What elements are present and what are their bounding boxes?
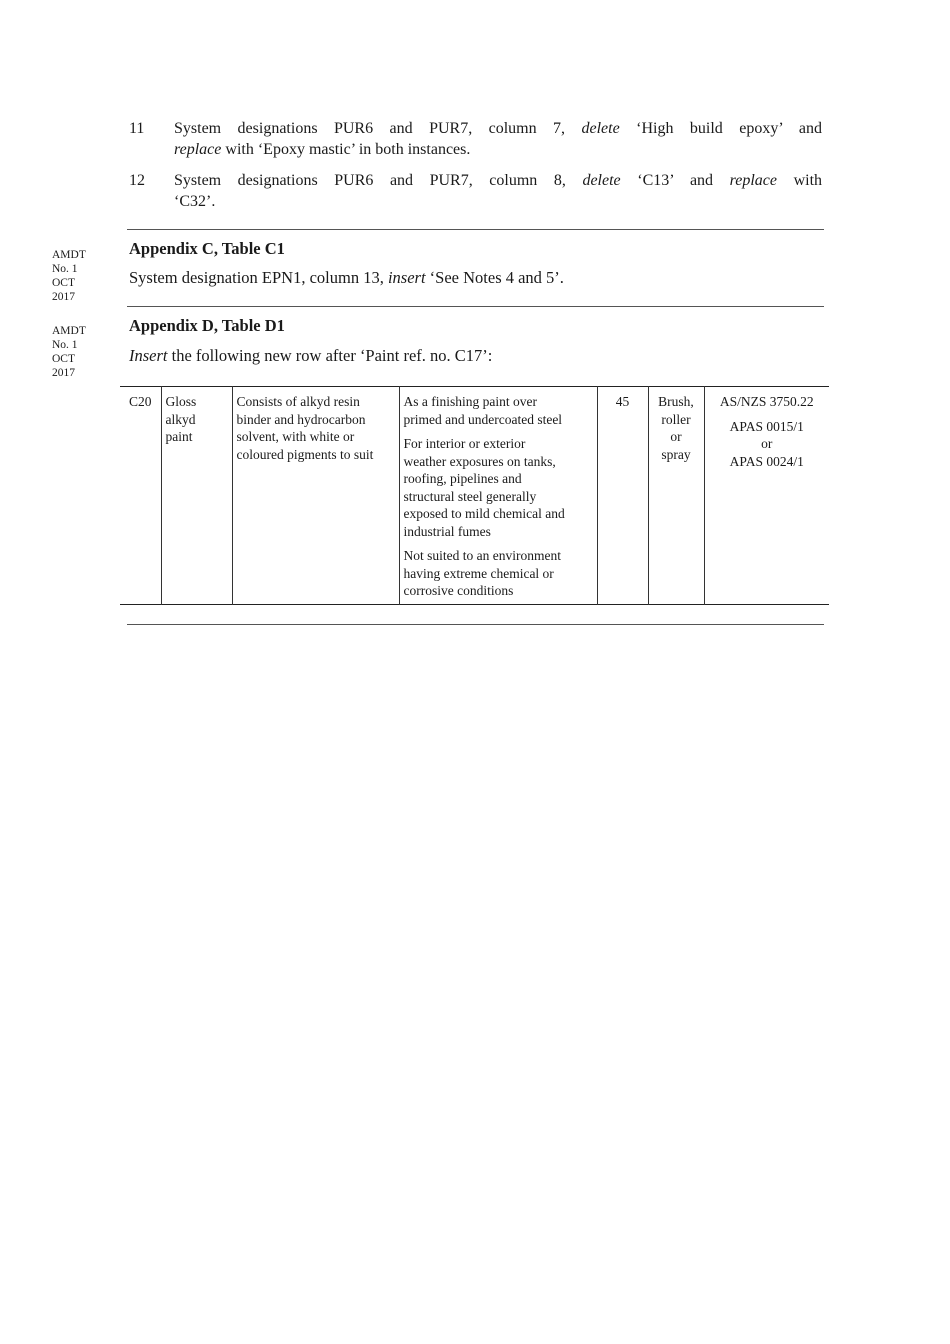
amendment-month: OCT — [52, 353, 75, 365]
use-line: Not suited to an environment — [403, 548, 561, 563]
amendment-label: AMDT — [52, 249, 86, 261]
amendment-year: 2017 — [52, 291, 75, 303]
description-line: solvent, with white or — [236, 429, 355, 444]
use-line: As a finishing paint over — [403, 394, 537, 409]
value: 45 — [615, 394, 630, 409]
amendment-label: AMDT — [52, 325, 86, 337]
appendix-c-heading: Appendix C, Table C1 — [129, 239, 285, 258]
text-fragment: System designations PUR6 and PUR7, column 8, — [174, 172, 566, 189]
text-fragment: ‘C32’. — [174, 193, 216, 210]
emphasis-delete: delete — [581, 120, 620, 137]
item-text — [174, 170, 822, 212]
use-line: primed and undercoated steel — [403, 411, 563, 427]
text-fragment: ‘See Notes 4 and 5’. — [429, 268, 564, 287]
section-divider — [127, 229, 824, 230]
item-text-line-2 — [174, 191, 822, 212]
cell-standards — [704, 387, 829, 605]
item-text-line-2 — [174, 139, 822, 160]
standard-line: APAS 0015/1 — [729, 418, 804, 434]
name-line: alkyd — [165, 411, 196, 427]
section-divider — [127, 306, 824, 307]
cell-value — [597, 387, 648, 605]
emphasis-insert: Insert — [129, 346, 168, 365]
use-line: industrial fumes — [403, 523, 491, 539]
cell-description — [232, 387, 399, 605]
text-fragment: with ‘Epoxy mastic’ in both instances. — [225, 141, 471, 158]
use-line: corrosive conditions — [403, 583, 514, 598]
standard-line: or — [761, 436, 773, 451]
table-d1-new-row — [120, 386, 829, 605]
name-line: paint — [165, 429, 193, 444]
use-line: exposed to mild chemical and — [403, 506, 565, 521]
item-text-line-1 — [174, 118, 822, 139]
item-number: 12 — [129, 172, 145, 189]
application-line: roller — [661, 411, 691, 427]
amendment-marker — [52, 324, 112, 380]
appendix-d-instruction — [129, 346, 492, 366]
use-line: weather exposures on tanks, — [403, 453, 556, 469]
amendment-month: OCT — [52, 277, 75, 289]
use-line: roofing, pipelines and — [403, 471, 522, 486]
amendment-number: No. 1 — [52, 263, 78, 275]
text-fragment: System designation EPN1, column 13, — [129, 268, 384, 287]
text-fragment: System designations PUR6 and PUR7, column 7, — [174, 120, 566, 137]
application-line: or — [670, 429, 682, 444]
item-text — [174, 118, 822, 160]
text-fragment: ‘High build epoxy’ and — [636, 120, 823, 137]
amendment-number: No. 1 — [52, 339, 78, 351]
application-line: spray — [661, 446, 691, 462]
item-text-line-1 — [174, 170, 822, 191]
text-fragment: ‘C13’ and — [637, 172, 714, 189]
section-divider — [127, 624, 824, 625]
item-number: 11 — [129, 120, 145, 137]
description-line: coloured pigments to suit — [236, 446, 374, 462]
standard-line: APAS 0024/1 — [729, 453, 804, 469]
name-line: Gloss — [165, 394, 197, 409]
use-line: structural steel generally — [403, 488, 537, 504]
standard-line: AS/NZS 3750.22 — [719, 394, 814, 409]
use-line: having extreme chemical or — [403, 565, 554, 581]
amendment-marker — [52, 248, 112, 304]
description-line: binder and hydrocarbon — [236, 411, 366, 427]
cell-uses — [399, 387, 597, 605]
table-row — [120, 387, 829, 605]
use-line: For interior or exterior — [403, 436, 526, 451]
paint-ref: C20 — [128, 394, 152, 409]
amendment-year: 2017 — [52, 367, 75, 379]
text-fragment: with — [793, 172, 823, 189]
description-line: Consists of alkyd resin — [236, 394, 360, 409]
appendix-c-instruction — [129, 268, 564, 288]
cell-paint-name — [161, 387, 232, 605]
cell-application — [648, 387, 704, 605]
emphasis-replace: replace — [174, 141, 222, 158]
emphasis-insert: insert — [387, 268, 426, 287]
application-line: Brush, — [658, 394, 694, 409]
cell-paint-ref — [120, 387, 161, 605]
appendix-d-heading: Appendix D, Table D1 — [129, 316, 285, 335]
emphasis-replace: replace — [729, 172, 778, 189]
text-fragment: the following new row after ‘Paint ref. no. C17’: — [171, 346, 493, 365]
emphasis-delete: delete — [582, 172, 621, 189]
